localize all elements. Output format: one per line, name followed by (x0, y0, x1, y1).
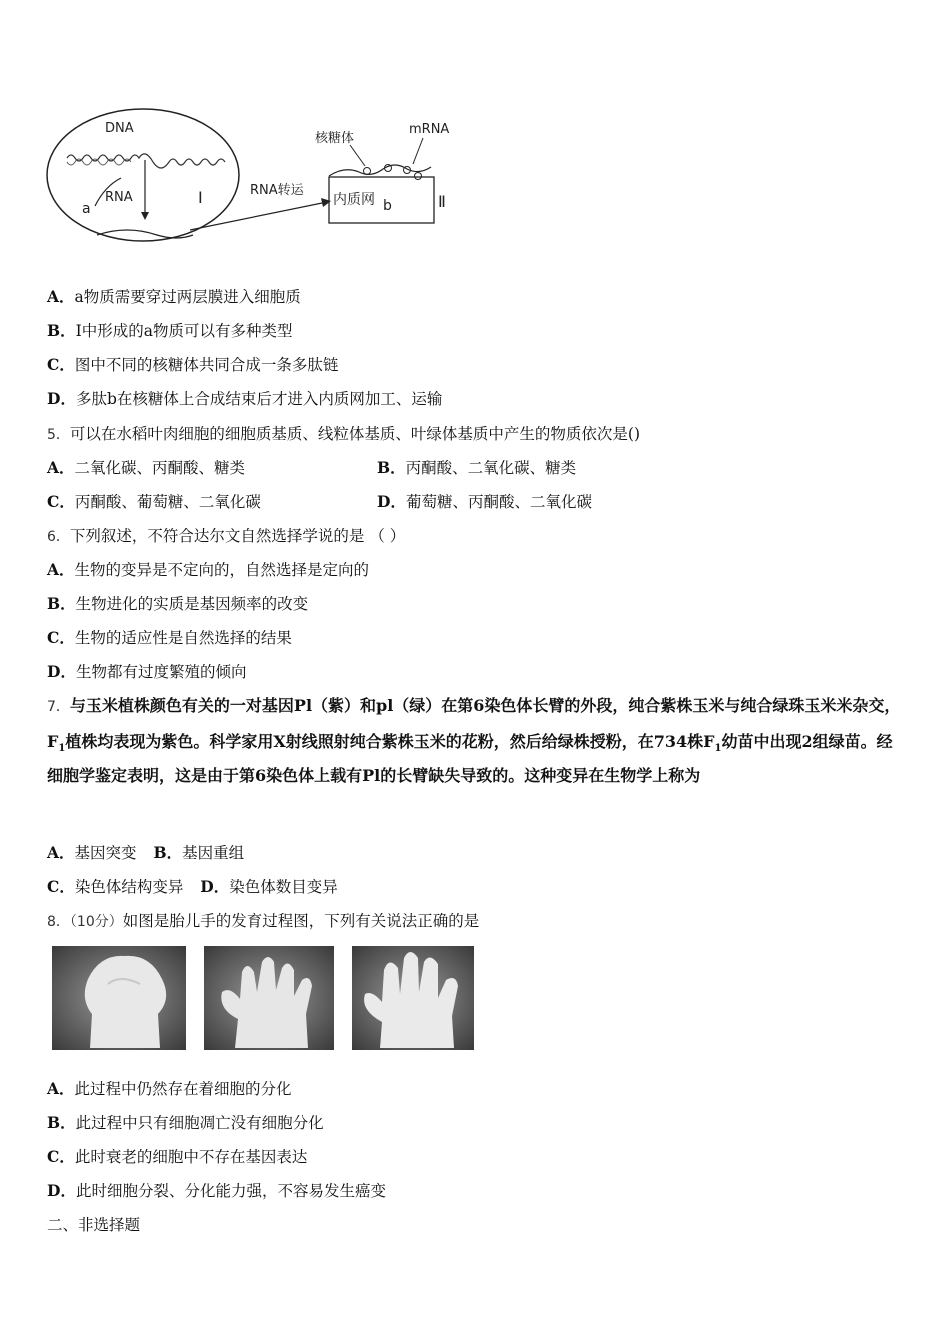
nucleus-outline (47, 109, 239, 241)
q5-option-c: C．丙酮酸、葡萄糖、二氧化碳 (47, 492, 261, 511)
ribosome-label: 核糖体 (315, 131, 355, 146)
label-a: a (82, 201, 91, 217)
q7-option-a: A．基因突变 (47, 843, 137, 862)
ribosome-1 (364, 168, 371, 175)
er-label: 内质网 (333, 192, 375, 208)
ribosome-4 (415, 173, 422, 180)
label-nucleus-I: Ⅰ (198, 188, 203, 207)
q5-options-row1 (47, 457, 577, 479)
rna-transport-label: RNA转运 (250, 183, 304, 198)
q6-option-a: A．生物的变异是不定向的，自然选择是定向的 (47, 560, 370, 579)
q8-option-b: B．此过程中只有细胞凋亡没有细胞分化 (47, 1113, 324, 1132)
q6-option-c: C．生物的适应性是自然选择的结果 (47, 628, 292, 647)
q8-option-a: A．此过程中仍然存在着细胞的分化 (47, 1079, 292, 1098)
fetal-hand-development-figure (50, 944, 480, 1054)
rna-transport-arrow (190, 202, 327, 230)
q5-stem: 5．可以在水稻叶肉细胞的细胞质基质、线粒体基质、叶绿体基质中产生的物质依次是() (47, 425, 641, 443)
hand-stage-2 (204, 946, 334, 1050)
q5-option-a: A．二氧化碳、丙酮酸、糖类 (47, 458, 246, 477)
dna-label: DNA (105, 121, 134, 136)
q4-option-b: B．Ⅰ中形成的a物质可以有多种类型 (47, 321, 293, 340)
q7-option-b: B．基因重组 (153, 843, 245, 862)
q7-options-row1 (47, 842, 244, 864)
q7-option-d: D．染色体数目变异 (200, 877, 338, 896)
q6-option-d: D．生物都有过度繁殖的倾向 (47, 662, 247, 681)
q6-option-b: B．生物进化的实质是基因频率的改变 (47, 594, 309, 613)
q8-option-d: D．此时细胞分裂、分化能力强，不容易发生癌变 (47, 1181, 386, 1200)
hand-stage-3 (352, 946, 474, 1050)
q5-option-d: D．葡萄糖、丙酮酸、二氧化碳 (377, 492, 592, 511)
q7-option-c: C．染色体结构变异 (47, 877, 184, 896)
q8-option-c: C．此时衰老的细胞中不存在基因表达 (47, 1147, 308, 1166)
label-cytoplasm-II: Ⅱ (438, 192, 446, 211)
hand-stage-1 (52, 946, 186, 1050)
q4-option-a: A．a物质需要穿过两层膜进入细胞质 (47, 287, 301, 306)
section-heading: 二、非选择题 (47, 1216, 141, 1234)
dna-strand-2 (67, 159, 131, 165)
q7-stem: 7．与玉米植株颜色有关的一对基因Pl（紫）和pl（绿）在第6染色体长臂的外段，纯合紫株玉米与纯合绿珠玉米米杂交，$F_1$植株均表现为紫色。科学家用X射线照射纯合紫株玉米的花粉，然后给绿株授粉，在734株$F_1$幼苗中出现2组绿苗。经细胞学鉴定表明，这是由于第6染色体上载有Pl的长臂缺失导致的。这种变异在生物学上称为 (47, 696, 901, 785)
q4-option-c: C．图中不同的核糖体共同合成一条多肽链 (47, 355, 339, 374)
q6-stem: 6．下列叙述，不符合达尔文自然选择学说的是 （ ） (47, 527, 406, 545)
mrna-strand (329, 165, 431, 176)
mrna-label: mRNA (409, 122, 450, 137)
rna-label: RNA (105, 190, 133, 205)
label-b: b (383, 198, 392, 214)
transcription-arrowhead (141, 212, 149, 220)
q5-option-b: B．丙酮酸、二氧化碳、糖类 (377, 458, 577, 477)
q8-stem: 8．（10分）如图是胎儿手的发育过程图，下列有关说法正确的是 (47, 912, 480, 930)
dna-strand (67, 154, 225, 168)
q7-options-row2 (47, 876, 338, 898)
q4-option-d: D．多肽b在核糖体上合成结束后才进入内质网加工、运输 (47, 389, 443, 408)
q5-options-row2 (47, 491, 592, 513)
transcription-translation-diagram (45, 100, 475, 260)
mrna-pointer (413, 138, 423, 164)
ribosome-pointer (350, 145, 365, 166)
